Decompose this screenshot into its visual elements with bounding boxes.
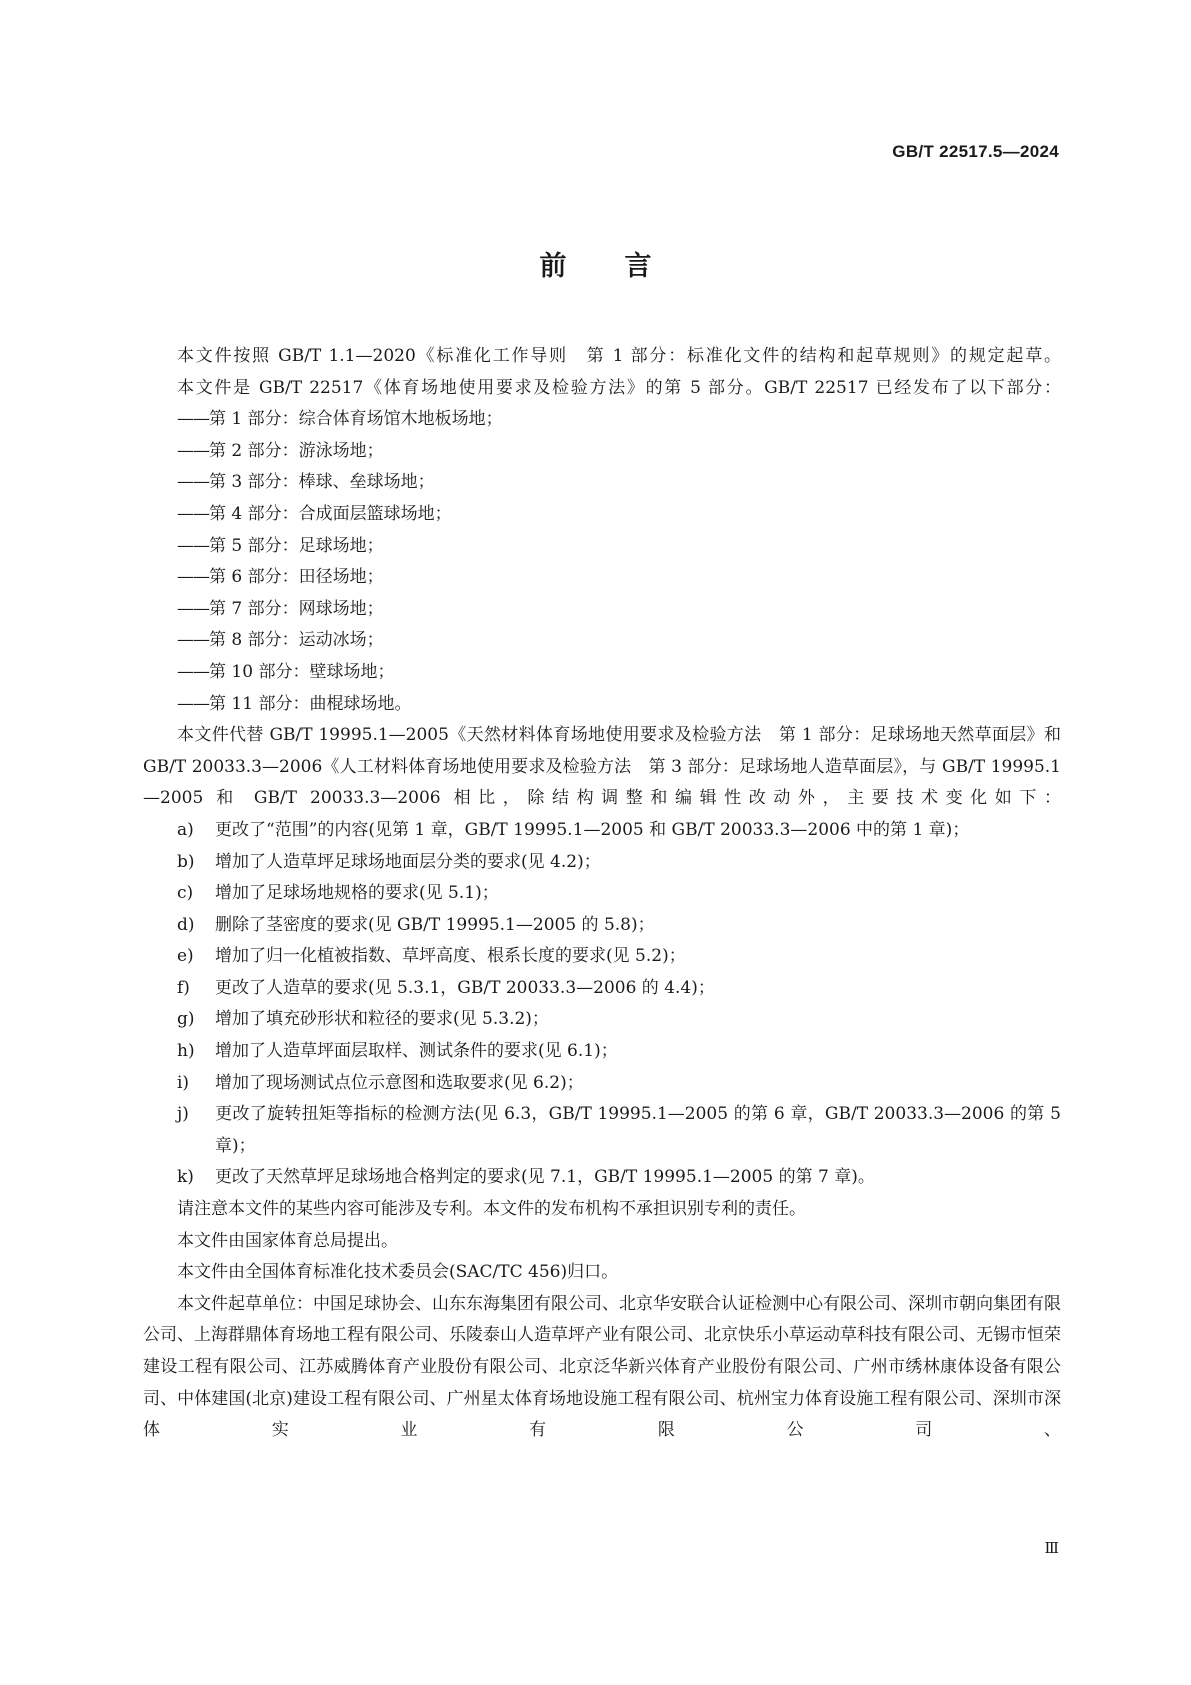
dash-mark: ——: [177, 693, 209, 714]
item-label: h): [177, 1041, 195, 1062]
foreword-body: [143, 341, 1061, 1447]
item-label: d): [177, 914, 195, 935]
list-item: ——第 5 部分：足球场地；: [177, 535, 384, 556]
list-item: h) 增加了人造草坪面层取样、测试条件的要求(见 6.1)；: [143, 1036, 1061, 1068]
parts-list: [143, 404, 1061, 720]
list-item: ——第 6 部分：田径场地；: [177, 567, 384, 588]
list-item: b) 增加了人造草坪足球场地面层分类的要求(见 4.2)；: [143, 847, 1061, 879]
paragraph-technical-committee: 本文件由全国体育标准化技术委员会(SAC/TC 456)归口。: [177, 1262, 619, 1283]
dash-mark: ——: [177, 567, 209, 588]
list-item: i) 增加了现场测试点位示意图和选取要求(见 6.2)；: [143, 1068, 1061, 1100]
paragraph-proposer: 本文件由国家体育总局提出。: [177, 1230, 398, 1251]
paragraph-drafting-units: 本文件起草单位：中国足球协会、山东东海集团有限公司、北京华安联合认证检测中心有限公司、深圳市朝向集团有限公司、上海群鼎体育场地工程有限公司、乐陵泰山人造草坪产业有限公司、北京快乐小草运动草科技有限公司、无锡市恒荣建设工程有限公司、江苏威腾体育产业股份有限公司、北京泛华新兴体育产业股份有限公司、广州市绣林康体设备有限公司、中体建国(北京)建设工程有限公司、广州星太体育场地设施工程有限公司、杭州宝力体育设施工程有限公司、深圳市深体实业有限公司、: [143, 1293, 1061, 1441]
list-item: ——第 3 部分：棒球、垒球场地；: [177, 472, 435, 493]
list-item: ——第 10 部分：壁球场地；: [177, 661, 395, 682]
item-label: j): [177, 1104, 189, 1125]
page-number: Ⅲ: [1044, 1539, 1059, 1557]
paragraph-patent-notice: 请注意本文件的某些内容可能涉及专利。本文件的发布机构不承担识别专利的责任。: [177, 1199, 806, 1220]
dash-mark: ——: [177, 503, 209, 524]
item-label: f): [177, 977, 190, 998]
list-item: d) 删除了茎密度的要求(见 GB/T 19995.1—2005 的 5.8)；: [143, 910, 1061, 942]
list-item: ——第 1 部分：综合体育场馆木地板场地；: [177, 409, 503, 430]
list-item: j) 更改了旋转扭矩等指标的检测方法(见 6.3，GB/T 19995.1—2005 的第 6 章，GB/T 20033.3—2006 的第 5 章)；: [143, 1099, 1061, 1162]
list-item: e) 增加了归一化植被指数、草坪高度、根系长度的要求(见 5.2)；: [143, 941, 1061, 973]
list-item: ——第 11 部分：曲棍球场地。: [177, 693, 412, 714]
dash-mark: ——: [177, 472, 209, 493]
list-item: ——第 7 部分：网球场地；: [177, 598, 384, 619]
dash-mark: ——: [177, 630, 209, 651]
list-item: k) 更改了天然草坪足球场地合格判定的要求(见 7.1，GB/T 19995.1—2005 的第 7 章)。: [143, 1162, 1061, 1194]
paragraph-series-info: 本文件是 GB/T 22517《体育场地使用要求及检验方法》的第 5 部分。GB/T 22517 已经发布了以下部分：: [177, 377, 1061, 398]
item-label: b): [177, 851, 195, 872]
standard-number: GB/T 22517.5—2024: [892, 142, 1059, 161]
item-label: e): [177, 946, 194, 967]
item-label: i): [177, 1072, 190, 1093]
list-item: f) 更改了人造草的要求(见 5.3.1，GB/T 20033.3—2006 的 4.4)；: [143, 973, 1061, 1005]
dash-mark: ——: [177, 598, 209, 619]
dash-mark: ——: [177, 440, 209, 461]
page-title: 前言: [539, 251, 710, 282]
item-label: a): [177, 819, 194, 840]
item-label: g): [177, 1009, 195, 1030]
list-item: ——第 8 部分：运动冰场；: [177, 630, 384, 651]
dash-mark: ——: [177, 535, 209, 556]
list-item: g) 增加了填充砂形状和粒径的要求(见 5.3.2)；: [143, 1004, 1061, 1036]
item-label: k): [177, 1167, 194, 1188]
changes-list: [143, 815, 1061, 1194]
list-item: c) 增加了足球场地规格的要求(见 5.1)；: [143, 878, 1061, 910]
item-label: c): [177, 883, 194, 904]
list-item: a) 更改了“范围”的内容(见第 1 章，GB/T 19995.1—2005 和 GB/T 20033.3—2006 中的第 1 章)；: [143, 815, 1061, 847]
dash-mark: ——: [177, 409, 209, 430]
list-item: ——第 4 部分：合成面层篮球场地；: [177, 503, 452, 524]
dash-mark: ——: [177, 661, 209, 682]
paragraph-replacement: 本文件代替 GB/T 19995.1—2005《天然材料体育场地使用要求及检验方法 第 1 部分：足球场地天然草面层》和 GB/T 20033.3—2006《人工材料体育场地使用要求及检验方法 第 3 部分：足球场地人造草面层》，与 GB/T 19995.1—2005 和 GB/T 20033.3—2006 相比，除结构调整和编辑性改动外，主要技术变化如下：: [143, 725, 1061, 809]
list-item: ——第 2 部分：游泳场地；: [177, 440, 384, 461]
paragraph-drafting-basis: 本文件按照 GB/T 1.1—2020《标准化工作导则 第 1 部分：标准化文件的结构和起草规则》的规定起草。: [177, 346, 1061, 366]
